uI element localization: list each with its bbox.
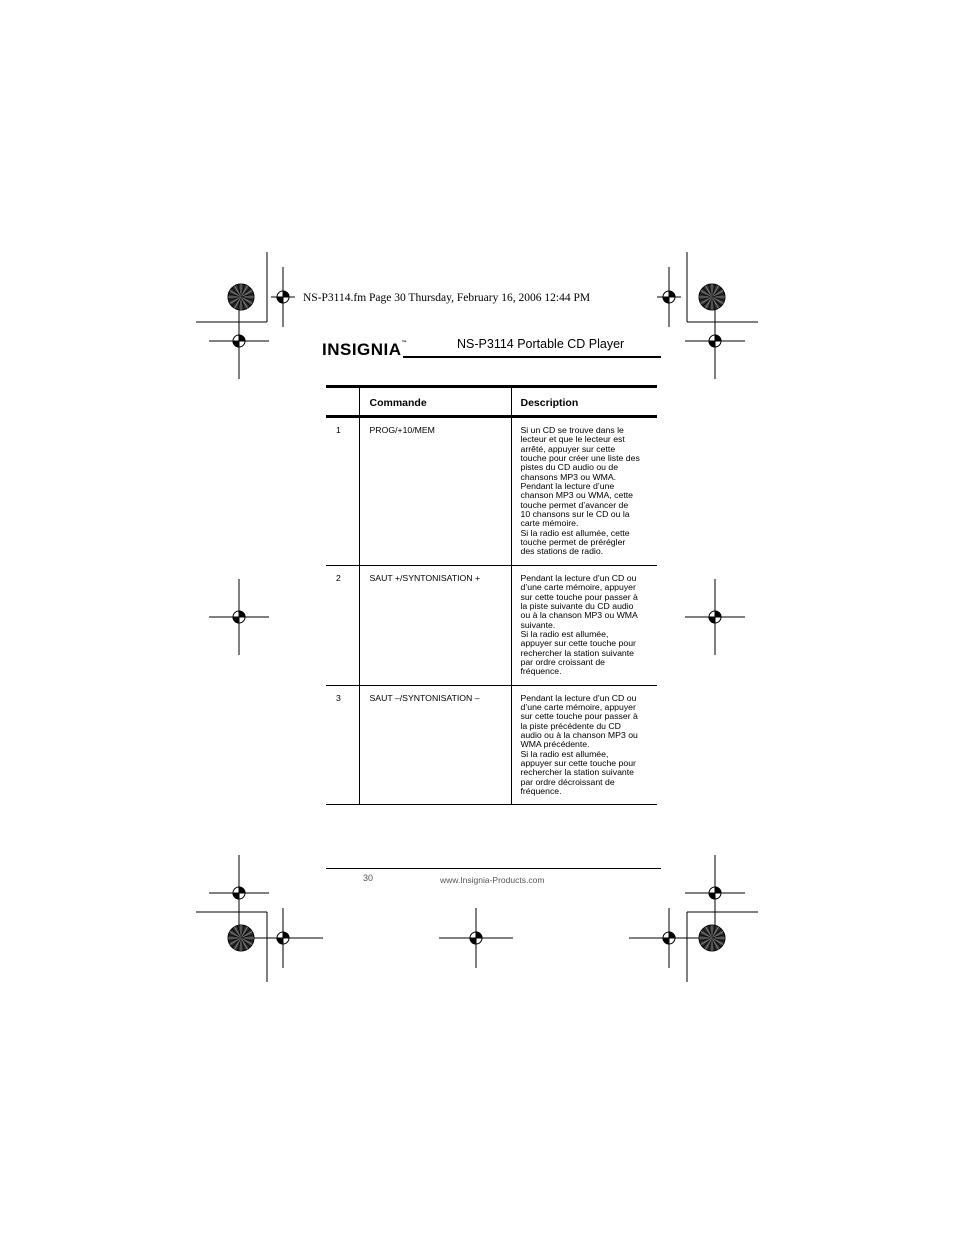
table-row (326, 685, 657, 805)
row-command: SAUT +/SYNTONISATION + (359, 565, 511, 685)
command-table (326, 385, 657, 805)
row-description: Si un CD se trouve dans le lecteur et que le lecteur est arrêté, appuyer sur cette touche pour créer une liste des pistes du CD audio ou de chansons MP3 ou WMA. Pendant la lecture d’une chanson MP3 ou WMA, cette touche permet d’avancer de 10 chansons sur le CD ou la carte mémoire. Si la radio est allumée, cette touche permet de prérégler des stations de radio. (511, 417, 657, 566)
logo-text: INSIGNIA (322, 340, 402, 359)
logo-trademark: ™ (401, 340, 408, 346)
row-command: PROG/+10/MEM (359, 417, 511, 566)
row-command: SAUT –/SYNTONISATION – (359, 685, 511, 805)
table-header-row (326, 387, 657, 417)
header-command: Commande (359, 387, 511, 417)
row-number: 3 (336, 692, 341, 703)
row-description: Pendant la lecture d’un CD ou d’une carte mémoire, appuyer sur cette touche pour passer à la piste suivante du CD audio ou à la chanson MP3 ou WMA suivante. Si la radio est allumée, appuyer sur cette touche pour rechercher la station suivante par ordre croissant de fréquence. (511, 565, 657, 685)
print-header: NS-P3114.fm Page 30 Thursday, February 16, 2006 12:44 PM (303, 292, 591, 304)
header-number (326, 387, 359, 417)
footer-rule (326, 868, 661, 869)
footer-url: www.Insignia-Products.com (440, 875, 545, 885)
header-rule (403, 356, 661, 358)
row-description: Pendant la lecture d’un CD ou d’une carte mémoire, appuyer sur cette touche pour passer à la piste précédente du CD audio ou à la chanson MP3 ou WMA précédente. Si la radio est allumée, appuyer sur cette touche pour rechercher la station suivante par ordre décroissant de fréquence. (511, 685, 657, 805)
table-row (326, 565, 657, 685)
table-row (326, 417, 657, 566)
insignia-logo (322, 340, 407, 360)
page-number: 30 (363, 873, 374, 883)
row-number: 1 (336, 425, 341, 435)
header-description: Description (511, 387, 657, 417)
document-title: NS-P3114 Portable CD Player (457, 337, 625, 351)
row-number: 2 (336, 572, 341, 583)
